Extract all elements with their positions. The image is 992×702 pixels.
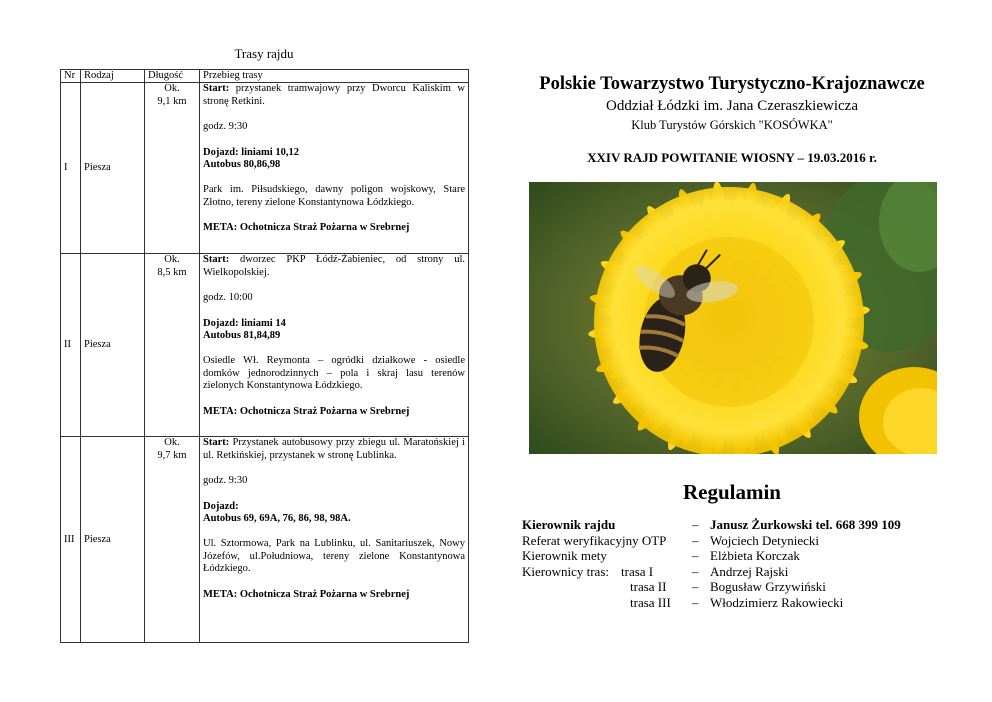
staff-person: Włodzimierz Rakowiecki — [710, 594, 844, 610]
route-nr: III — [61, 437, 81, 643]
route-length — [145, 437, 200, 643]
start-text: dworzec PKP Łódź-Żabieniec, od strony ul. Wielkopolskiej. — [203, 254, 465, 278]
route-path: Ul. Sztormowa, Park na Lublinku, ul. Sanitariuszek, Nowy Józefów, ul.Południowa, tereny zielone Konstantynowa Łódzkiego. — [203, 538, 465, 575]
start-label: Start: — [203, 83, 230, 95]
staff-row — [522, 595, 901, 611]
regulations-heading: Regulamin — [682, 480, 781, 504]
rally-title: XXIV RAJD POWITANIE WIOSNY – 19.03.2016 r. — [587, 150, 877, 165]
route-transport — [203, 147, 465, 172]
photo-illustration — [529, 182, 937, 454]
transport-line-2: Autobus 81,84,89 — [203, 330, 281, 342]
route-length — [145, 83, 200, 254]
route-time: godz. 9:30 — [203, 121, 248, 133]
header-rodzaj: Rodzaj — [81, 70, 145, 83]
staff-dash: – — [692, 594, 699, 610]
route-time: godz. 9:30 — [203, 475, 248, 487]
start-label: Start: — [203, 437, 230, 449]
staff-role: Referat weryfikacyjny OTP — [522, 532, 667, 548]
routes-title: Trasy rajdu — [234, 46, 294, 61]
staff-role: Kierownicy tras: trasa I — [522, 563, 654, 579]
route-finish — [203, 406, 465, 418]
transport-line-1: Dojazd: liniami 14 — [203, 317, 286, 329]
route-type: Piesza — [81, 254, 145, 437]
header-dlugosc: Długość — [145, 70, 200, 83]
route-path: Park im. Piłsudskiego, dawny poligon wojskowy, Stare Złotno, tereny zielone Konstantynowa Łódzkiego. — [203, 184, 465, 208]
header-nr: Nr — [61, 70, 81, 83]
branch-name: Oddział Łódzki im. Jana Czeraszkiewicza — [606, 98, 858, 114]
transport-line-1: Dojazd: liniami 10,12 — [203, 146, 299, 158]
staff-role: trasa III — [630, 594, 671, 610]
route-transport — [203, 501, 465, 526]
staff-role: Kierownik rajdu — [522, 517, 616, 532]
staff-dash: – — [692, 532, 699, 548]
staff-person: Bogusław Grzywiński — [710, 579, 826, 595]
staff-role: trasa II — [630, 579, 667, 595]
finish-text: META: Ochotnicza Straż Pożarna w Srebrnej — [203, 222, 410, 234]
route-row — [61, 83, 469, 254]
staff-row — [522, 564, 901, 580]
staff-person: Janusz Żurkowski tel. 668 399 109 — [710, 517, 901, 532]
route-description — [200, 83, 469, 254]
staff-row — [522, 548, 901, 564]
route-description — [200, 254, 469, 437]
route-finish — [203, 589, 465, 601]
route-row — [61, 254, 469, 437]
staff-dash: – — [692, 548, 699, 564]
route-length-approx: Ok. — [164, 83, 180, 95]
staff-dash: – — [692, 563, 699, 579]
staff-row — [522, 517, 901, 533]
routes-table — [60, 69, 469, 643]
staff-row — [522, 579, 901, 595]
finish-text: META: Ochotnicza Straż Pożarna w Srebrnej — [203, 405, 410, 417]
staff-person: Andrzej Rajski — [710, 563, 789, 579]
header-przebieg: Przebieg trasy — [200, 70, 469, 83]
staff-person: Elżbieta Korczak — [710, 548, 800, 564]
route-start — [203, 254, 465, 279]
transport-line-2: Autobus 80,86,98 — [203, 159, 281, 171]
staff-list — [522, 517, 901, 611]
transport-line-1: Dojazd: — [203, 500, 239, 512]
route-type: Piesza — [81, 83, 145, 254]
start-text: przystanek tramwajowy przy Dworcu Kaliskim w stronę Retkini. — [203, 83, 465, 107]
start-label: Start: — [203, 254, 230, 266]
route-length-km: 8,5 km — [157, 266, 187, 278]
transport-line-2: Autobus 69, 69A, 76, 86, 98, 98A. — [203, 513, 351, 525]
route-transport — [203, 318, 465, 343]
route-length-approx: Ok. — [164, 437, 180, 449]
staff-dash: – — [692, 517, 699, 532]
table-header-row — [61, 70, 469, 83]
route-nr: II — [61, 254, 81, 437]
route-length-km: 9,1 km — [157, 95, 187, 107]
route-row — [61, 437, 469, 643]
staff-row — [522, 533, 901, 549]
club-name: Klub Turystów Górskich "KOSÓWKA" — [631, 118, 833, 132]
bee-on-dandelion-photo — [529, 182, 937, 454]
finish-text: META: Ochotnicza Straż Pożarna w Srebrnej — [203, 588, 410, 600]
staff-person: Wojciech Detyniecki — [710, 532, 820, 548]
staff-role: Kierownik mety — [522, 548, 607, 564]
organization-name: Polskie Towarzystwo Turystyczno-Krajoznawcze — [539, 74, 925, 94]
staff-dash: – — [692, 579, 699, 595]
route-nr: I — [61, 83, 81, 254]
route-time: godz. 10:00 — [203, 292, 253, 304]
route-start — [203, 437, 465, 462]
route-finish — [203, 222, 465, 234]
header-block — [516, 74, 948, 166]
route-length — [145, 254, 200, 437]
route-type: Piesza — [81, 437, 145, 643]
route-description — [200, 437, 469, 643]
route-length-km: 9,7 km — [157, 449, 187, 461]
route-path: Osiedle Wł. Reymonta – ogródki działkowe - osiedle domków jednorodzinnych – pola i skraj lasu terenów zielonych Konstantynowa Łódzkiego. — [203, 355, 465, 392]
start-text: Przystanek autobusowy przy zbiegu ul. Maratońskiej i ul. Retkińskiej, przystanek w stronę Lublinka. — [203, 437, 465, 461]
route-start — [203, 83, 465, 108]
route-length-approx: Ok. — [164, 254, 180, 266]
